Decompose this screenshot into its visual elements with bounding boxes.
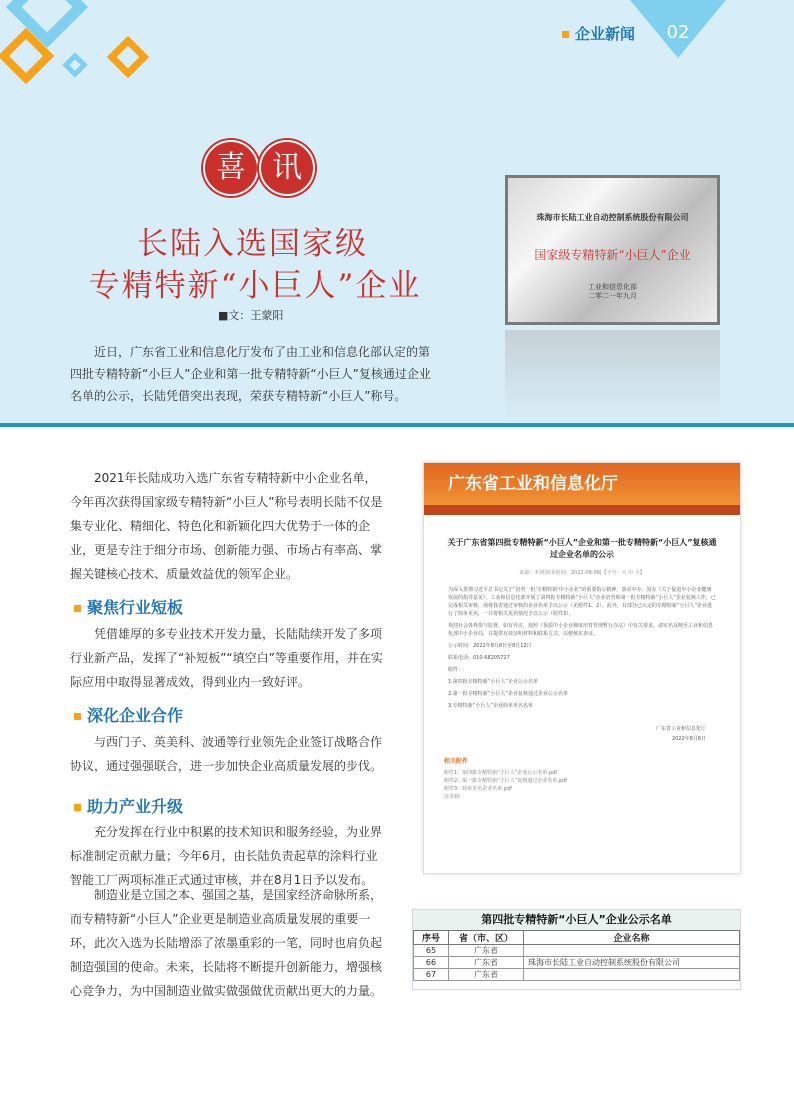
announcement-meta: 来源：本网|发布时间：2022-08-08|【字号：大 中 小】 bbox=[519, 570, 645, 576]
table-header-row: 序号 省（市、区） 企业名称 bbox=[414, 931, 740, 945]
section-label: 企业新闻 bbox=[562, 23, 635, 44]
section-heading: 深化企业合作 bbox=[74, 703, 183, 726]
company-list-table bbox=[412, 909, 741, 990]
plaque-reflection bbox=[505, 330, 720, 420]
headline-badge: 喜 bbox=[203, 140, 259, 196]
body-paragraph: 与西门子、英美科、波通等行业领先企业签订战略合作协议，通过强强联合，进一步加快企业高质量发展的步伐。 bbox=[70, 735, 383, 773]
site-nav bbox=[424, 505, 740, 515]
page-number: 02 bbox=[666, 22, 690, 43]
announcement-signature: 广东省工业和信息化厅 2022年8月8日 bbox=[655, 726, 706, 742]
bullet-square-icon bbox=[74, 605, 81, 612]
headline-title: 长陆入选国家级 bbox=[137, 226, 368, 262]
plaque-issuer: 工业和信息化部 二零二一年九月 bbox=[588, 283, 637, 300]
attachment-list: 附件1：第四批专精特新“小巨人”企业公示名单.pdf 附件2：第一批专精特新“小巨人”复核通过企业名单.pdf 附件3：简单更名企业名单.pdf 分享到： bbox=[444, 770, 568, 800]
table-row: 67 广东省 bbox=[414, 969, 740, 981]
plaque-title: 国家级专精特新“小巨人”企业 bbox=[534, 248, 691, 262]
author-byline: ■文：王蒙阳 bbox=[218, 309, 284, 322]
body-paragraph: 2021年长陆成功入选广东省专精特新中小企业名单，今年再次获得国家级专精特新“小巨人”称号表明长陆不仅是集专业化、精细化、特色化和新颖化四大优势于一体的企业，更是专注于细分市场、创新能力强、市场占有率高、掌握关键核心技术、质量效益优的领军企业。 bbox=[70, 471, 383, 581]
award-plaque bbox=[505, 175, 720, 325]
plaque-company: 珠海市长陆工业自动控制系统股份有限公司 bbox=[536, 213, 689, 222]
section-heading: 聚焦行业短板 bbox=[74, 595, 183, 618]
body-paragraph: 制造业是立国之本、强国之基，是国家经济命脉所系，而专精特新“小巨人”企业更是制造业高质量发展的重要一环，此次入选为长陆增添了浓墨重彩的一笔，同时也肩负起制造强国的使命。未来，长陆将不断提升创新能力，增强核心竞争力，为中国制造业做实做强做优贡献出更大的力量。 bbox=[70, 888, 383, 998]
announcement-screenshot bbox=[423, 462, 741, 874]
headline-badge: 讯 bbox=[259, 140, 315, 196]
body-paragraph: 凭借雄厚的多专业技术开发力量，长陆陆续开发了多项行业新产品，发挥了“补短板”“填空白”等重要作用，并在实际应用中取得显著成效，得到业内一致好评。 bbox=[70, 627, 383, 689]
intro-paragraph: 近日，广东省工业和信息化厅发布了由工业和信息化部认定的第四批专精特新“小巨人”企业和第一批专精特新“小巨人”复核通过企业名单的公示，长陆凭借突出表现，荣获专精特新“小巨人”称号。 bbox=[70, 345, 431, 403]
table-title: 第四批专精特新“小巨人”企业公示名单 bbox=[413, 910, 740, 930]
headline-title: 专精特新“小巨人”企业 bbox=[88, 268, 422, 304]
bullet-square-icon bbox=[74, 804, 81, 811]
announcement-title: 关于广东省第四批专精特新“小巨人”企业和第一批专精特新“小巨人”复核通过企业名单的公示 bbox=[447, 538, 717, 559]
section-heading: 助力产业升级 bbox=[74, 794, 183, 817]
announcement-body: 为深入贯彻习近平总书记关于“培育一批‘专精特新’中小企业”的重要指示精神，落实中办、国办《关于促进中小企业健康发展的指导意见》，工业和信息化部开展了第四批专精特新“小巨人”企业培育和第一批专精特新“小巨人”企业复核工作，已完成相关审核，现将我省通过审核的企业名单予以公示（见附件1、2）。此外，有部分已认定的专精特新“小巨人”企业进行了简单更名，一并将相关更名情况予以公示（附件3）。 欢迎社会各界参与监督，如有异议，按照《优质中小企业梯度培育管理暂行办法》中有关要求，请实名反映至工业和信息化部中小企业局，并提供有效证明材料和联系方式，以便核实查证。 公示时间：2022年8月8日至8月12日 联系电话：010-68205727 附件： 1.第四批专精特新“小巨人”企业公示名单 2.第一批专精特新“小巨人”企业复核通过企业公示名单 3.专精特新“小巨人”企业简单更名名单 bbox=[448, 587, 716, 709]
site-title: 广东省工业和信息化厅 bbox=[424, 463, 740, 505]
bullet-square-icon bbox=[562, 31, 569, 38]
table-row: 65 广东省 bbox=[414, 945, 740, 957]
banner-divider bbox=[0, 423, 794, 427]
body-paragraph: 充分发挥在行业中积累的技术知识和服务经验，为业界标准制定贡献力量；今年6月，由长陆负责起草的涂料行业智能工厂两项标准正式通过审核，并在8月1日予以发布。 bbox=[70, 825, 383, 887]
related-attachments-title: 相关附件 bbox=[444, 758, 469, 765]
table-row: 66 广东省 珠海市长陆工业自动控制系统股份有限公司 bbox=[414, 957, 740, 969]
bullet-square-icon bbox=[74, 713, 81, 720]
